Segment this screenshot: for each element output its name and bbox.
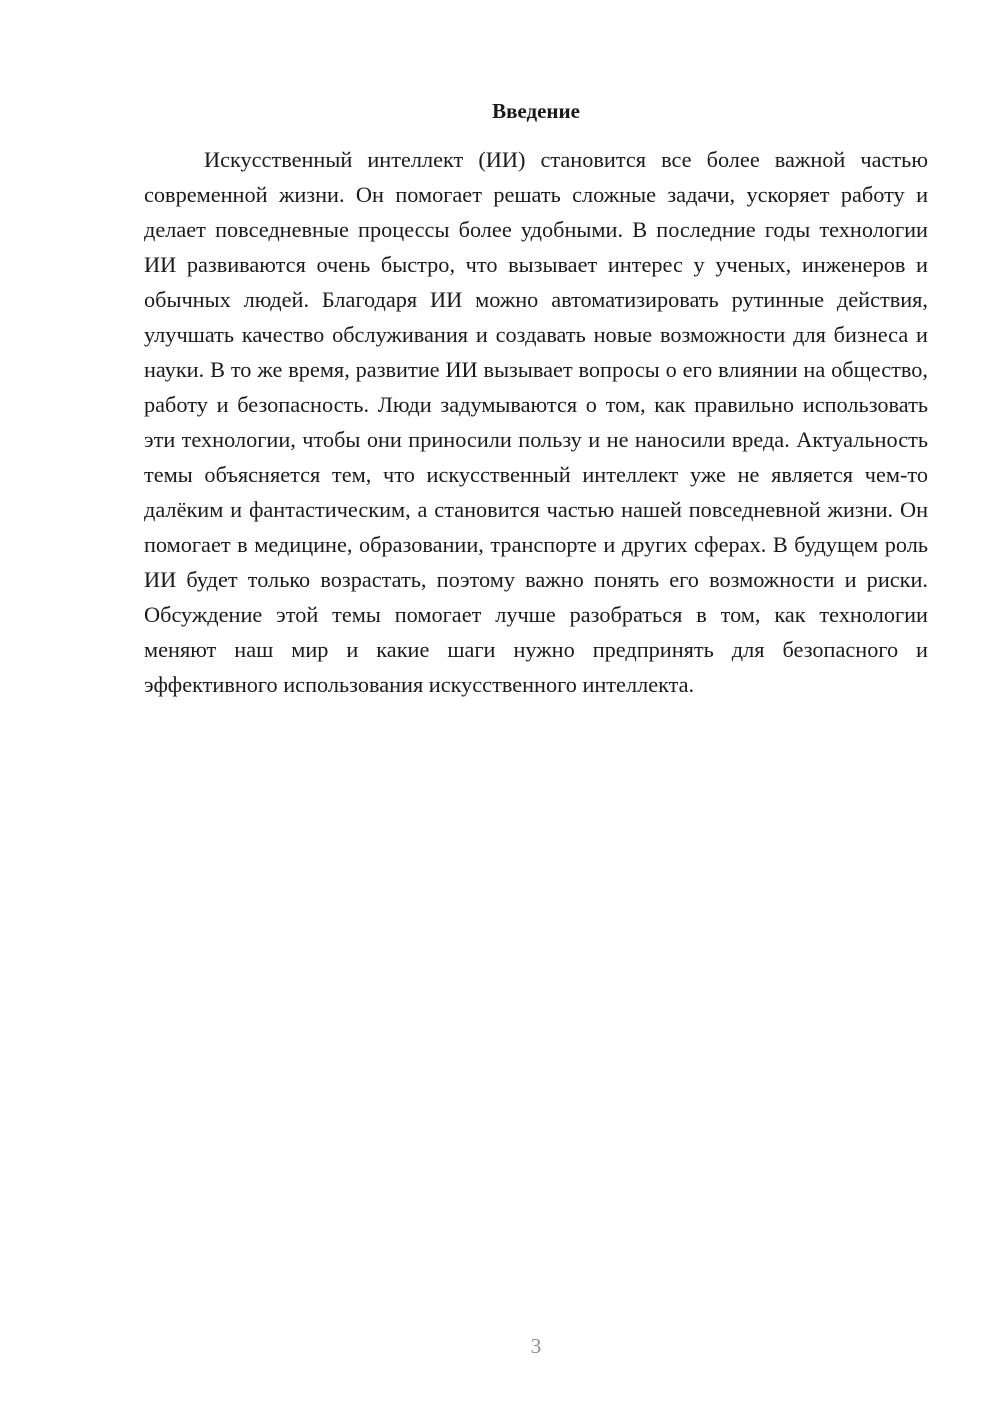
section-heading: Введение bbox=[492, 99, 580, 123]
body-paragraph: Искусственный интеллект (ИИ) становится все более важной частью современной жизни. Он помогает решать сложные задачи, ускоряет работу и делает повседневные процессы более удобными. В последние годы технологии ИИ развиваются очень быстро, что вызывает интерес у ученых, инженеров и обычных людей. Благодаря ИИ можно автоматизировать рутинные действия, улучшать качество обслуживания и создавать новые возможности для бизнеса и науки. В то же время, развитие ИИ вызывает вопросы о его влиянии на общество, работу и безопасность. Люди задумываются о том, как правильно использовать эти технологии, чтобы они приносили пользу и не наносили вреда. Актуальность темы объясняется тем, что искусственный интеллект уже не является чем-то далёким и фантастическим, а становится частью нашей повседневной жизни. Он помогает в медицине, образовании, транспорте и других сферах. В будущем роль ИИ будет только возрастать, поэтому важно понять его возможности и риски. Обсуждение этой темы помогает лучше разобраться в том, как технологии меняют наш мир и какие шаги нужно предпринять для безопасного и эффективного использования искусственного интеллекта. bbox=[144, 147, 928, 697]
page-number: 3 bbox=[530, 1334, 542, 1358]
